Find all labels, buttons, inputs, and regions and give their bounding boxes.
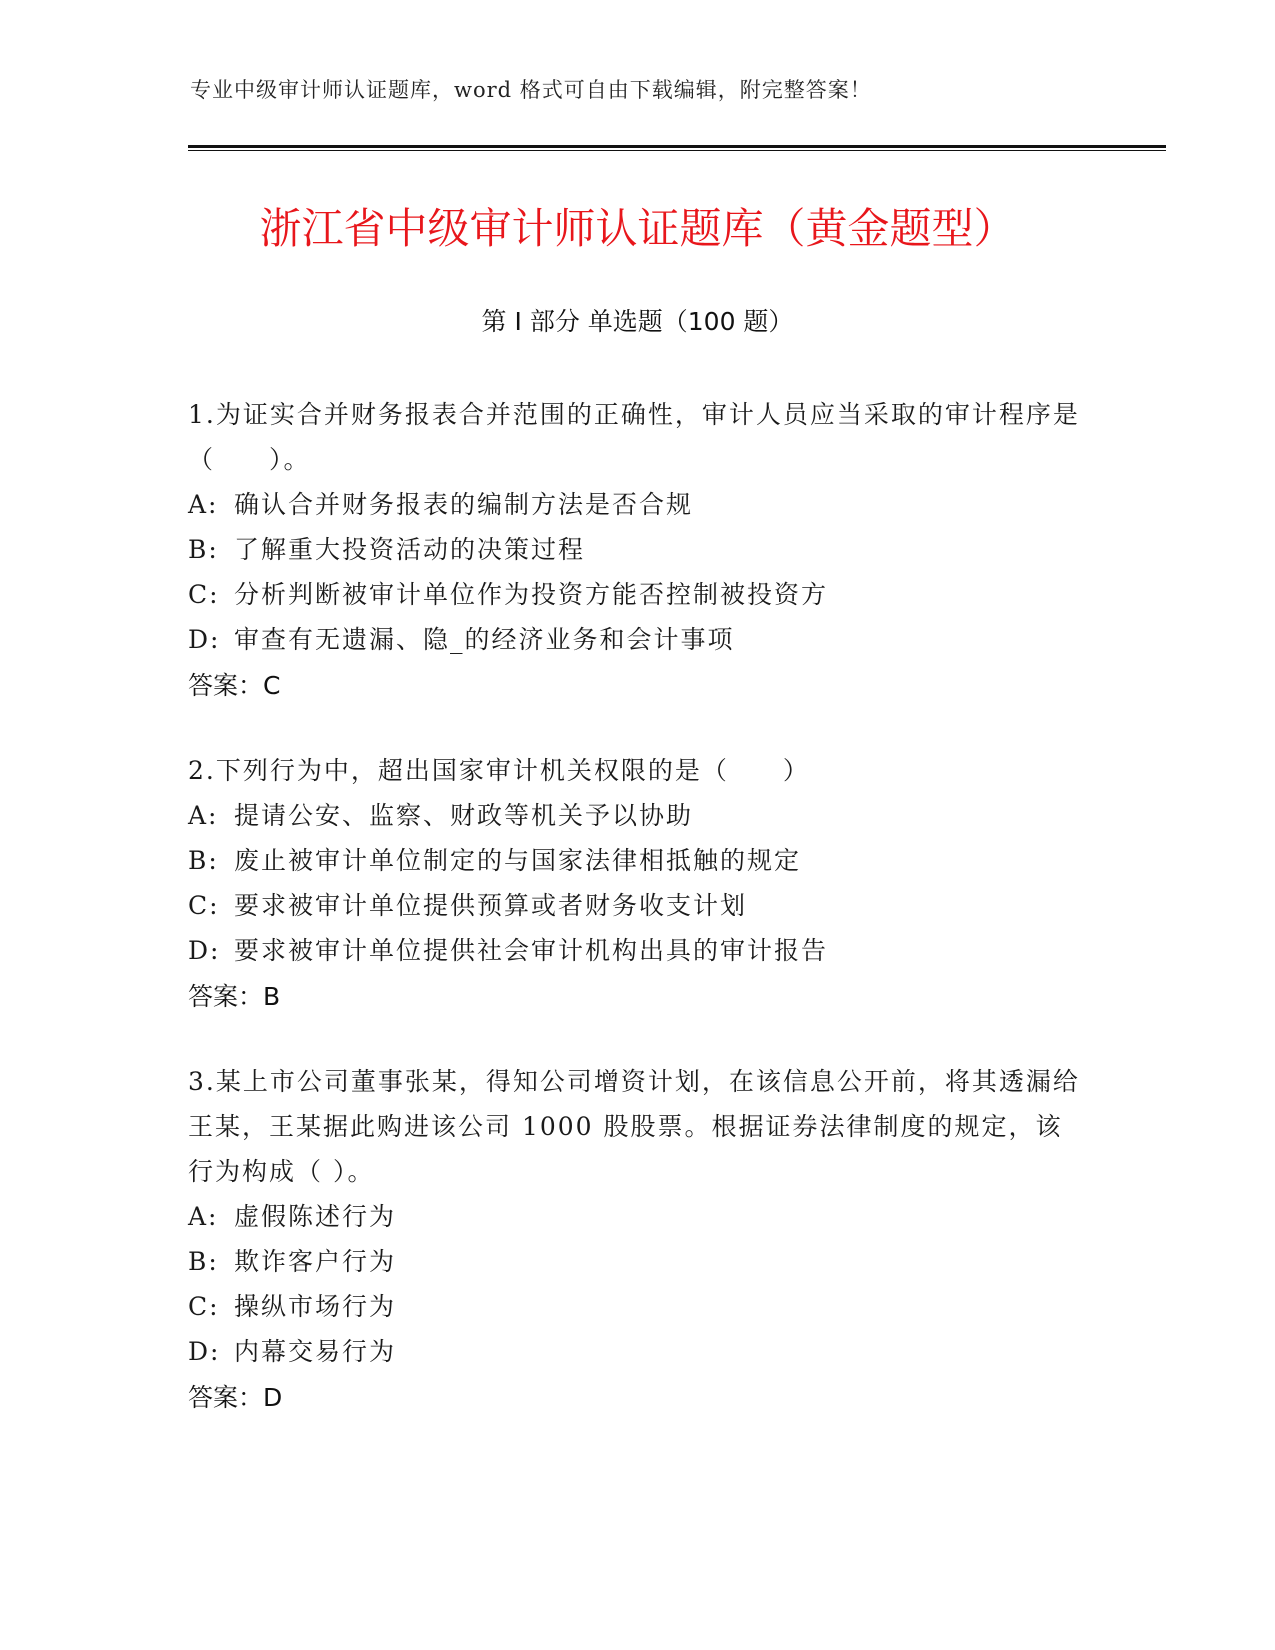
option-text: 了解重大投资活动的决策过程 [234,535,586,564]
option-text: 废止被审计单位制定的与国家法律相抵触的规定 [234,846,802,875]
answer: 答案：C [188,671,281,700]
option-text: 要求被审计单位提供预算或者财务收支计划 [234,891,748,920]
option-d [188,617,1088,662]
option-b [188,1239,1088,1284]
option-c [188,1284,1088,1329]
header-note: 专业中级审计师认证题库，word 格式可自由下载编辑，附完整答案！ [190,78,872,102]
option-b [188,527,1088,572]
question-stem: 2.下列行为中，超出国家审计机关权限的是（ ） [188,756,810,785]
option-key: C: [188,1292,220,1321]
option-c [188,572,1088,617]
document-title: 浙江省中级审计师认证题库（黄金题型） [259,204,1016,253]
option-key: C: [188,580,220,609]
option-text: 内幕交易行为 [234,1337,397,1366]
option-key: C: [188,891,220,920]
answer: 答案：B [188,982,281,1011]
option-a [188,1194,1088,1239]
answer: 答案：D [188,1383,283,1412]
option-text: 要求被审计单位提供社会审计机构出具的审计报告 [234,936,829,965]
option-text: 操纵市场行为 [234,1292,397,1321]
question-1 [188,392,1088,710]
option-key: D: [188,936,221,965]
option-text: 审查有无遗漏、隐_的经济业务和会计事项 [234,625,735,654]
option-text: 虚假陈述行为 [234,1202,397,1231]
option-text: 提请公安、监察、财政等机关予以协助 [234,801,694,830]
option-a [188,482,1088,527]
option-key: A: [188,1202,219,1231]
option-d [188,1329,1088,1374]
option-key: D: [188,1337,221,1366]
question-stem: 1.为证实合并财务报表合并范围的正确性，审计人员应当采取的审计程序是（ ）。 [188,400,1080,474]
section-title: 第 I 部分 单选题（100 题） [481,307,794,336]
question-3 [188,1059,1088,1422]
option-text: 欺诈客户行为 [234,1247,397,1276]
question-list [188,392,1088,1460]
option-key: B: [188,535,219,564]
option-key: D: [188,625,221,654]
option-c [188,883,1088,928]
question-stem: 3.某上市公司董事张某，得知公司增资计划，在该信息公开前，将其透漏给王某，王某据此购进该公司 1000 股股票。根据证券法律制度的规定，该行为构成（ ）。 [188,1067,1080,1186]
option-key: B: [188,846,219,875]
option-b [188,838,1088,883]
option-text: 分析判断被审计单位作为投资方能否控制被投资方 [234,580,829,609]
question-2 [188,748,1088,1021]
option-text: 确认合并财务报表的编制方法是否合规 [234,490,694,519]
option-key: A: [188,490,219,519]
header-divider [188,145,1166,151]
option-a [188,793,1088,838]
option-key: B: [188,1247,219,1276]
option-key: A: [188,801,219,830]
option-d [188,928,1088,973]
